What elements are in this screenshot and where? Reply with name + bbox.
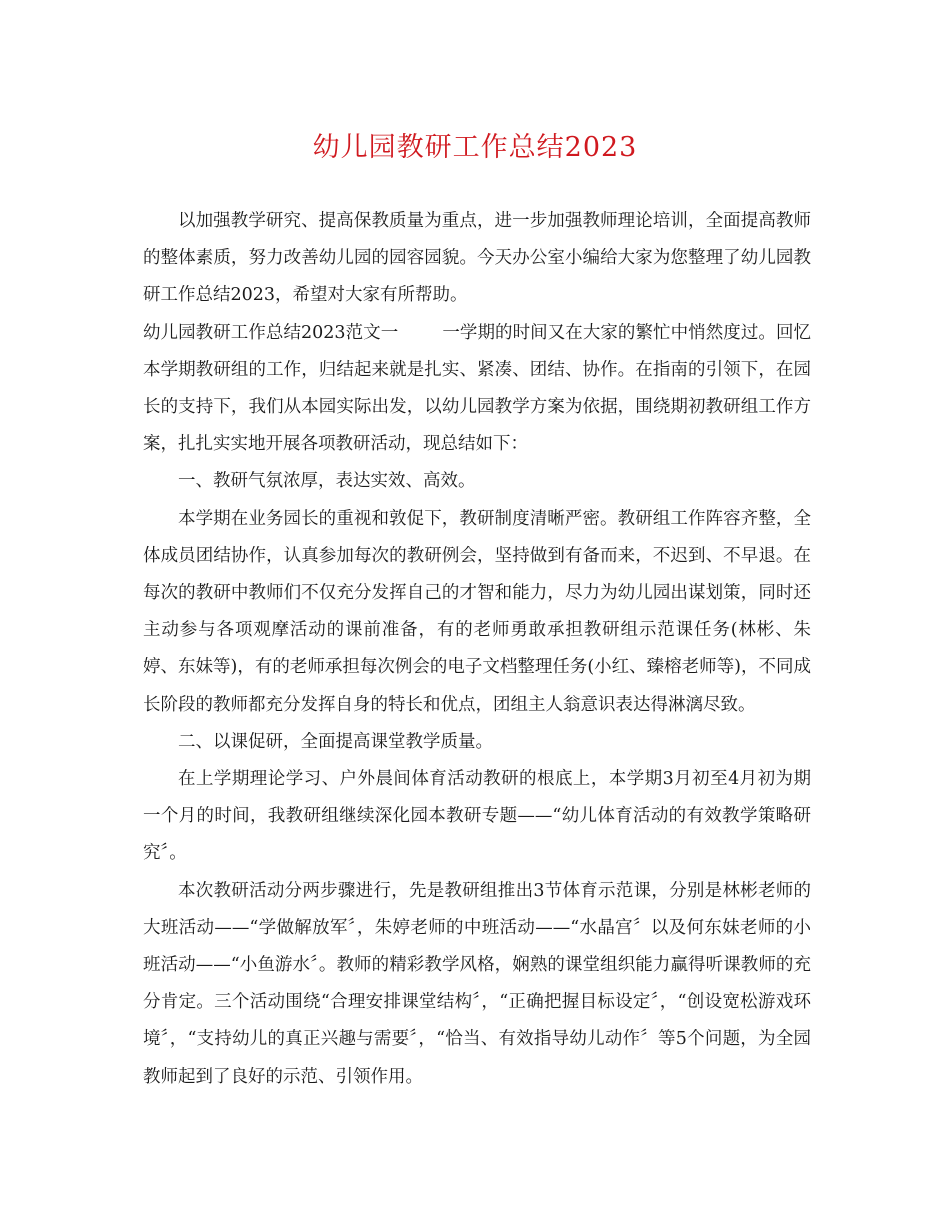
sample-one-text: 一学期的时间又在大家的繁忙中悄然度过。回忆本学期教研组的工作，归结起来就是扎实、紧凑、团结、协作。在指南的引领下，在园长的支持下，我们从本园实际出发，以幼儿园教学方案为依据，围绕期初教研组工作方案，扎扎实实地开展各项教研活动，现总结如下： xyxy=(143,322,812,455)
intro-paragraph: 以加强教学研究、提高保教质量为重点，进一步加强教师理论培训，全面提高教师的整体素质，努力改善幼儿园的园容园貌。今天办公室小编给大家为您整理了幼儿园教研工作总结2023，希望对大家有所帮助。 xyxy=(143,211,811,306)
section-one-paragraph: 本学期在业务园长的重视和敦促下，教研制度清晰严密。教研组工作阵容齐整，全体成员团结协作，认真参加每次的教研例会，坚持做到有备而来，不迟到、不早退。在每次的教研中教师们不仅充分发挥自己的才智和能力，尽力为幼儿园出谋划策，同时还主动参与各项观摩活动的课前准备，有的老师勇敢承担教研组示范课任务(林彬、朱婷、东妹等)，有的老师承担每次例会的电子文档整理任务(小红、臻榕老师等)，不同成长阶段的教师都充分发挥自身的特长和优点，团组主人翁意识表达得淋漓尽致。 xyxy=(143,508,811,715)
document-title: 幼儿园教研工作总结2023 xyxy=(312,132,638,163)
sample-one-heading: 幼儿园教研工作总结2023范文一 xyxy=(143,322,399,343)
sample-one-paragraph xyxy=(143,315,811,464)
section-two-paragraph-1: 在上学期理论学习、户外晨间体育活动教研的根底上，本学期3月初至4月初为期一个月的时间，我教研组继续深化园本教研专题——“幼儿体育活动的有效教学策略研究〞。 xyxy=(143,769,811,864)
section-two-paragraph-2: 本次教研活动分两步骤进行，先是教研组推出3节体育示范课，分别是林彬老师的大班活动——“学做解放军〞，朱婷老师的中班活动——“水晶宫〞以及何东妹老师的小班活动——“小鱼游水〞。教师的精彩教学风格，娴熟的课堂组织能力赢得听课教师的充分肯定。三个活动围绕“合理安排课堂结构〞，“正确把握目标设定〞，“创设宽松游戏环境〞，“支持幼儿的真正兴趣与需要〞，“恰当、有效指导幼儿动作〞等5个问题，为全园教师起到了良好的示范、引领作用。 xyxy=(143,880,811,1087)
section-two-heading: 二、以课促研，全面提高课堂教学质量。 xyxy=(178,731,493,752)
section-one-heading: 一、教研气氛浓厚，表达实效、高效。 xyxy=(178,471,476,492)
document-body xyxy=(143,203,811,1096)
